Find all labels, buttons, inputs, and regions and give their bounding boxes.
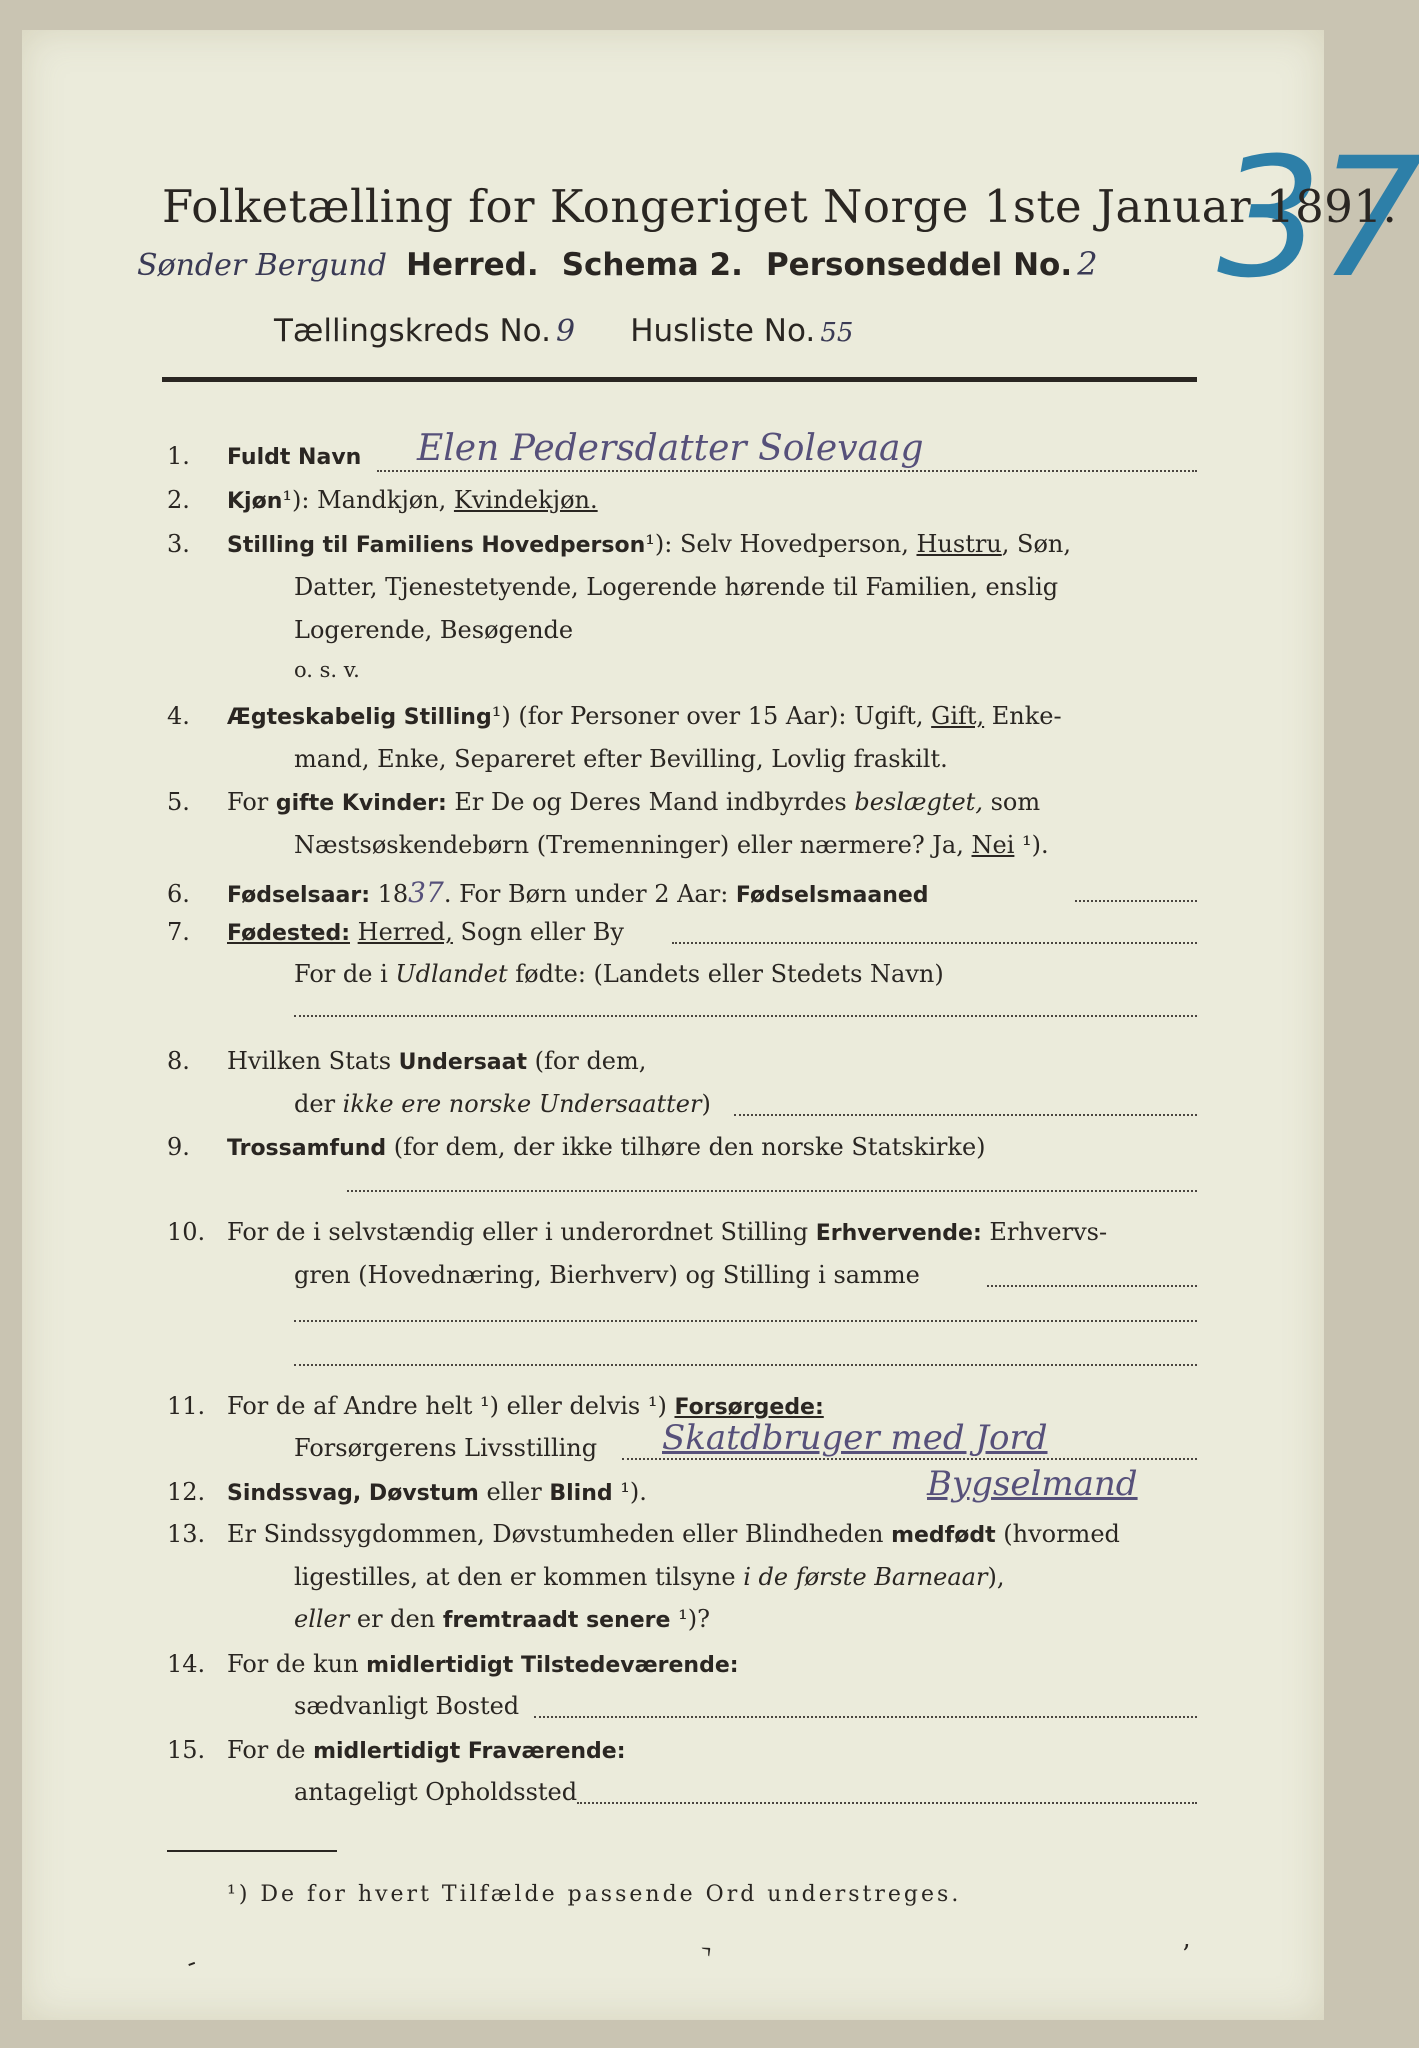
item-14-dotted-line [534,1716,1197,1718]
item-13-italic: i de første Barneaar [743,1563,988,1591]
item-4-underlined: Gift, [931,702,985,730]
footnote-rule [167,1850,337,1852]
item-10-dotted-line-3 [294,1364,1197,1366]
item-7-dotted-line [672,942,1197,944]
item-7-dotted-line-2 [294,1015,1197,1017]
item-7-line-2 [294,960,944,988]
item-8-line-2-text: der [294,1090,343,1118]
item-2-underlined: Kvindekjøn. [453,486,598,514]
item-number: 2. [167,486,190,514]
item-6-text: . For Børn under 2 Aar: [443,880,736,908]
item-1 [167,442,361,470]
item-number: 6. [167,880,190,908]
item-13-line-2 [294,1563,1004,1591]
item-8-text: (for dem, [527,1047,647,1075]
item-10 [167,1218,1107,1246]
item-8 [167,1047,646,1075]
item-11-line-2: Forsørgerens Livsstilling [294,1434,598,1462]
item-15-label: midlertidigt Fraværende: [313,1739,626,1764]
item-number: 1. [167,442,190,470]
ink-mark-left: ‐ [182,1947,201,1979]
item-3-line-2: Datter, Tjenestetyende, Logerende hørende til Familien, enslig [294,573,1059,601]
item-1-dotted-line [377,470,1197,472]
item-10-label: Erhvervende: [815,1221,982,1246]
item-4-label: Ægteskabelig Stilling [227,705,492,730]
item-13-line-3 [294,1605,710,1633]
census-form-sheet [22,30,1419,2020]
item-13-line-3-end: ¹)? [670,1605,710,1633]
item-10-line-2: gren (Hovednæring, Bierhverv) og Stilling i samme [294,1261,920,1289]
item-8-dotted-line [734,1114,1197,1116]
item-7 [167,918,624,946]
item-1-label: Fuldt Navn [227,445,362,470]
husliste-label: Husliste No. [630,313,816,349]
item-number: 7. [167,918,190,946]
item-7-line-2-end: fødte: (Landets eller Stedets Navn) [507,960,944,988]
item-5-underlined: Nei [971,831,1015,859]
item-4-text: ¹) (for Personer over 15 Aar): Ugift, [491,702,932,730]
ink-mark-right: ’ [1182,1940,1191,1970]
footnote: ¹) De for hvert Tilfælde passende Ord understreges. [227,1882,962,1907]
item-3-text: ¹): Selv Hovedperson, [645,530,917,558]
item-11-dotted-line [622,1458,1197,1460]
item-15-dotted-line [577,1802,1197,1804]
item-11-answer: Skatdbruger med Jord [662,1418,1048,1458]
item-14-line-2: sædvanligt Bosted [294,1692,520,1720]
item-13 [167,1520,1120,1548]
item-6-label-2: Fødselsmaaned [735,883,929,908]
item-5-line-2-end: ¹). [1014,831,1049,859]
item-13-label-2: fremtraadt senere [442,1608,671,1633]
item-number: 15. [167,1736,206,1764]
item-number: 8. [167,1047,190,1075]
item-10-dotted-line [987,1285,1197,1287]
item-7-underlined: Herred, [357,918,453,946]
item-13-text: (hvormed [995,1520,1120,1548]
archive-stamp-number: 37 [1217,122,1419,314]
item-8-line-2-end: ) [701,1090,711,1118]
herred-label: Herred. [406,247,539,283]
item-7-line-2-text: For de i [294,960,396,988]
item-6-label: Fødselsaar: [227,883,370,908]
item-8-line-2 [294,1090,711,1118]
item-1-answer: Elen Pedersdatter Solevaag [417,428,924,469]
item-14 [167,1650,739,1678]
personseddel-number: 2 [1077,245,1098,283]
herred-answer: Sønder Bergund [137,248,387,283]
item-15-pre: For de [227,1736,314,1764]
tallingskreds-label: Tællingskreds No. [274,313,551,349]
item-5-text-end: som [982,788,1041,816]
item-11-answer-2: Bygselmand [927,1464,1138,1504]
item-15 [167,1736,626,1764]
herred-line [137,245,1098,283]
form-title: Folketælling for Kongeriget Norge 1ste Januar 1891. [162,180,1398,233]
item-10-text: Erhvervs- [981,1218,1108,1246]
item-7-italic: Udlandet [395,960,508,988]
item-number: 11. [167,1392,206,1420]
item-8-italic: ikke ere norske Undersaatter [342,1090,702,1118]
item-10-pre: For de i selvstændig eller i underordnet Stilling [227,1218,816,1246]
item-3-label: Stilling til Familiens Hovedperson [227,533,646,558]
item-13-line-2-text: ligestilles, at den er kommen tilsyne [294,1563,744,1591]
item-11-pre: For de af Andre helt ¹) eller delvis ¹) [227,1392,675,1420]
item-11-label: Forsørgede: [674,1395,824,1420]
ink-mark-center: › [693,1935,721,1965]
item-number: 5. [167,788,190,816]
personseddel-label: Personseddel No. [765,247,1073,283]
item-6 [167,876,929,909]
item-12 [167,1478,647,1506]
item-13-line-3-italic: eller [294,1605,350,1633]
item-5-pre: For [227,788,276,816]
item-9 [167,1133,986,1161]
header-rule [162,377,1197,382]
item-7-label: Fødested: [227,921,350,946]
item-8-label: Undersaat [398,1050,528,1075]
item-6-dotted-line [1075,900,1197,902]
tallingskreds-line [274,313,853,349]
item-5-label: gifte Kvinder: [275,791,447,816]
item-13-pre: Er Sindssygdommen, Døvstumheden eller Blindheden [227,1520,892,1548]
item-12-label: Sindssvag, Døvstum [227,1481,479,1506]
item-5-line-2-text: Næstsøskendebørn (Tremenninger) eller nærmere? Ja, [294,831,972,859]
item-number: 9. [167,1133,190,1161]
item-5 [167,788,1040,816]
item-number: 10. [167,1218,206,1246]
item-4-text-end: Enke- [984,702,1062,730]
item-13-line-2-end: ), [987,1563,1005,1591]
item-3-line-4: o. s. v. [294,658,360,682]
item-5-line-2 [294,831,1049,859]
item-8-pre: Hvilken Stats [227,1047,399,1075]
item-9-text: (for dem, der ikke tilhøre den norske Statskirke) [386,1133,986,1161]
item-15-line-2: antageligt Opholdssted [294,1778,578,1806]
item-12-label-2: Blind [549,1481,613,1506]
item-2-label: Kjøn [227,489,283,514]
item-14-label: midlertidigt Tilstedeværende: [366,1653,739,1678]
item-5-text: Er De og Deres Mand indbyrdes [446,788,855,816]
schema-label: Schema 2. [561,247,743,283]
item-12-text: eller [478,1478,550,1506]
item-3-line-3: Logerende, Besøgende [294,616,574,644]
item-9-label: Trossamfund [227,1136,387,1161]
item-number: 4. [167,702,190,730]
item-3-text-end: , Søn, [1001,530,1071,558]
item-9-dotted-line [347,1190,1197,1192]
item-7-text: Sogn eller By [452,918,624,946]
item-2-text: ¹): Mandkjøn, [282,486,454,514]
item-4-line-2: mand, Enke, Separeret efter Bevilling, Lovlig fraskilt. [294,745,948,773]
item-number: 14. [167,1650,206,1678]
item-2 [167,486,598,514]
item-12-text-end: ¹). [612,1478,647,1506]
item-14-pre: For de kun [227,1650,367,1678]
item-6-prefix: 18 [370,880,409,908]
item-number: 13. [167,1520,206,1548]
item-13-line-3-text: er den [349,1605,443,1633]
item-3-underlined: Hustru [916,530,1002,558]
item-6-answer: 37 [408,876,444,909]
item-11 [167,1392,824,1420]
item-3 [167,530,1071,558]
item-13-label: medfødt [891,1523,996,1548]
item-number: 3. [167,530,190,558]
husliste-number: 55 [820,318,854,348]
item-10-dotted-line-2 [294,1320,1197,1322]
item-number: 12. [167,1478,206,1506]
item-4 [167,702,1062,730]
tallingskreds-number: 9 [556,314,576,349]
item-5-italic: beslægtet, [854,788,983,816]
